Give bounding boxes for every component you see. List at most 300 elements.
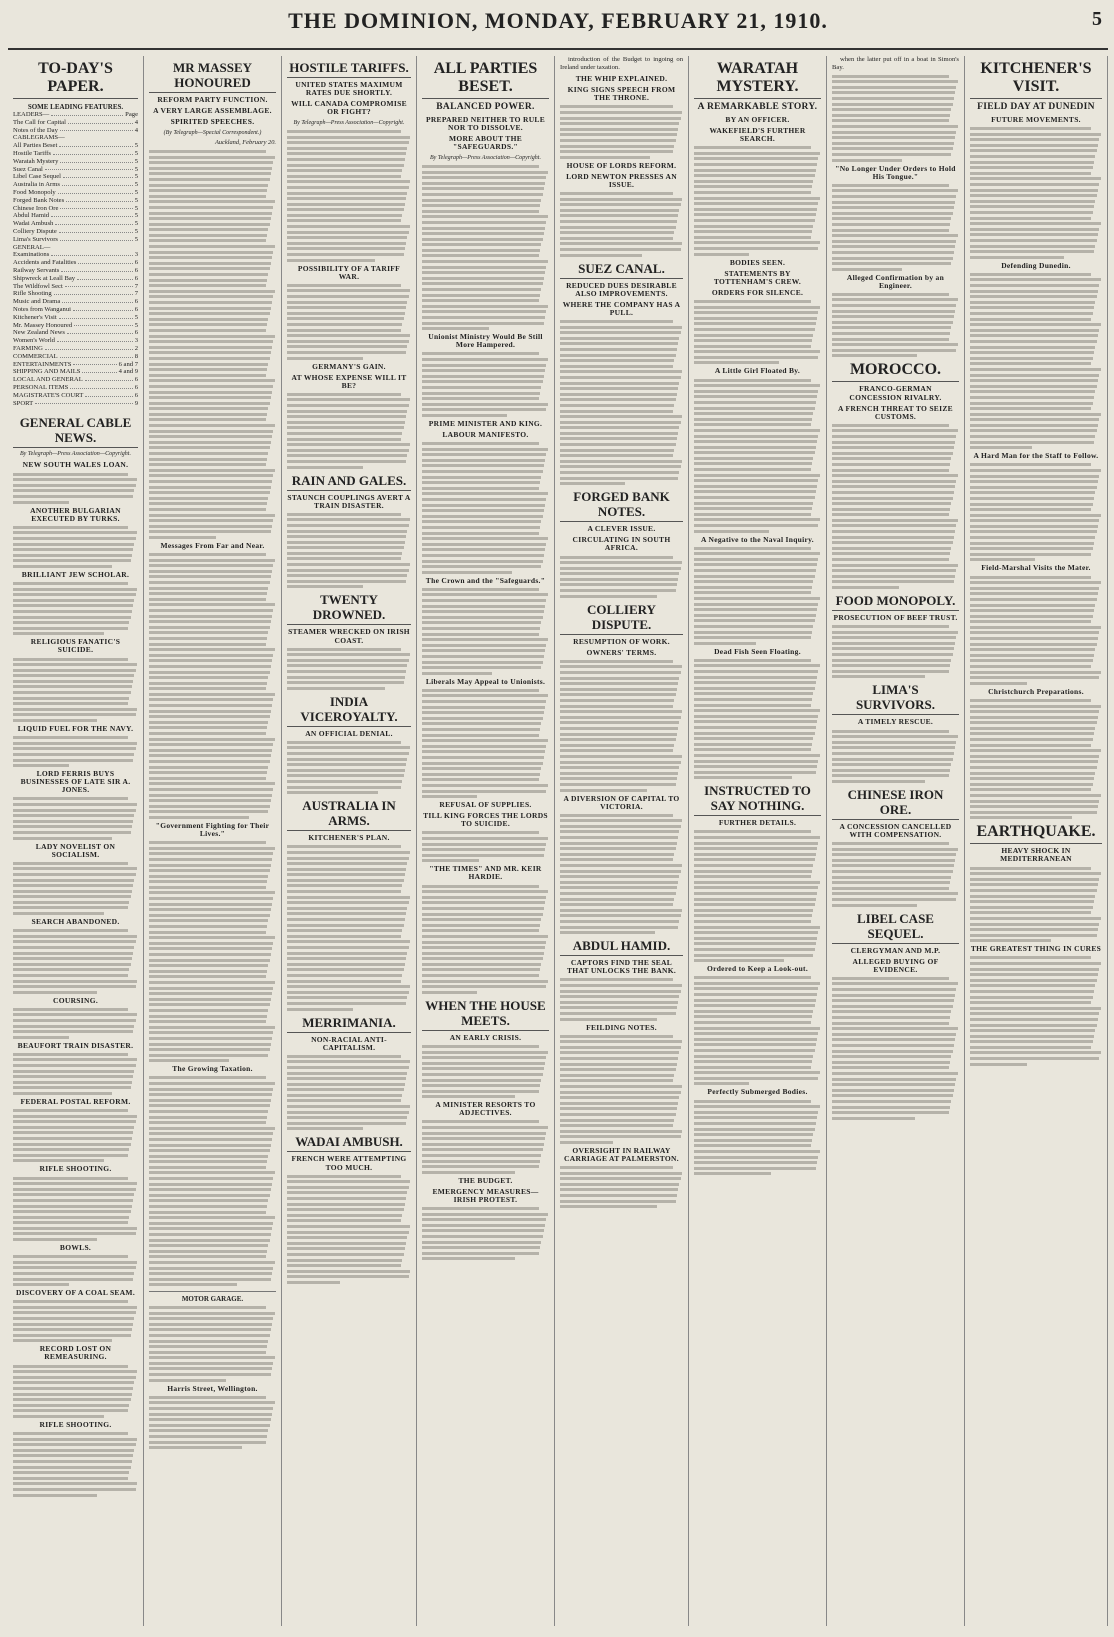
text-line [13,599,134,602]
contents-page: 6 [134,391,138,399]
text-line [149,1272,272,1275]
text-line [970,558,1035,561]
contents-row [13,275,138,283]
text-line [422,470,543,473]
text-line [149,1020,266,1023]
leader-dots [66,197,133,202]
article-subheading: UNITED STATES MAXIMUM RATES DUE SHORTLY. [295,80,403,98]
text-line [422,464,544,467]
article-subheading: "No Longer Under Orders to Hold His Tongue." [835,163,956,181]
text-line [287,769,405,772]
text-line [970,402,1093,405]
text-line [13,658,128,661]
advertisement-text [149,1306,276,1382]
text-line [694,236,811,239]
text-line [694,213,816,216]
text-line [149,418,266,421]
text-line [694,496,815,499]
contents-page: 4 [134,126,138,134]
text-line [694,603,818,606]
contents-label: Forged Bank Notes [13,196,65,204]
text-line [422,655,544,658]
text-line [13,1311,136,1314]
text-line [422,414,507,417]
text-line [560,886,677,889]
text-line [287,141,409,144]
text-line [560,995,679,998]
body-text [13,1300,138,1342]
contents-row [13,283,138,291]
text-line [970,934,1097,937]
text-line [287,1094,402,1097]
text-line [287,1111,409,1114]
text-line [13,1120,136,1123]
text-line [422,957,543,960]
contents-label: Examinations [13,251,50,259]
text-line [422,358,548,361]
contents-label: MAGISTRATE'S COURT [13,391,84,399]
text-line [13,531,137,534]
text-line [970,794,1101,797]
contents-row [13,119,138,127]
text-line [149,805,270,808]
article-subheading: Unionist Ministry Would Be Still More Hampered. [428,332,543,350]
contents-label: LOCAL AND GENERAL [13,376,83,384]
text-line [287,546,404,549]
text-line [832,103,953,106]
text-line [832,497,953,500]
text-line [560,198,682,201]
text-line [422,520,541,523]
text-line [149,1082,275,1085]
text-line [287,1203,405,1206]
text-line [694,474,820,477]
byline: By Telegraph—Press Association—Copyright. [20,451,131,458]
article-subheading: TILL KING FORCES THE LORDS TO SUICIDE. [423,811,548,829]
text-line [287,236,407,239]
text-line [149,1441,266,1444]
text-line [149,880,267,883]
text-line [832,201,955,204]
text-line [970,716,1098,719]
article-heading: LIMA'S SURVIVORS. [832,682,959,715]
text-line [149,559,275,562]
text-line [832,552,950,555]
text-line [560,842,677,845]
text-line [694,485,817,488]
text-line [694,306,820,309]
leader-dots [61,267,132,272]
text-line [560,192,673,195]
text-line [560,226,676,229]
text-line [13,1381,134,1384]
text-line [149,794,272,797]
text-line [422,767,541,770]
text-line [287,1077,406,1080]
text-line [149,279,267,282]
story-heading: COURSING. [53,995,98,1005]
contents-row [13,228,138,236]
text-line [287,569,409,572]
contents-page: 6 and 7 [118,360,138,368]
text-line [149,1026,275,1029]
text-line [560,847,676,850]
text-line [13,582,128,585]
text-line [970,284,1099,287]
text-line [13,1159,104,1162]
text-line [694,361,779,364]
article-subheading: AT WHOSE EXPENSE WILL IT BE? [291,372,407,390]
contents-row [13,150,138,158]
text-line [422,1120,539,1123]
story-heading: FEDERAL POSTAL REFORM. [20,1097,131,1106]
text-line [149,987,273,990]
text-line [694,709,820,712]
text-line [970,295,1097,298]
contents-label: Accidents and Fatalities [13,259,77,267]
story-heading: RIFLE SHOOTING. [39,1164,112,1174]
text-line [832,298,958,301]
story-heading: BEAUFORT TRAIN DISASTER. [17,1040,134,1050]
text-line [287,1127,363,1130]
text-line [832,508,950,511]
text-line [694,1167,816,1170]
text-line [287,421,405,424]
text-line [149,441,271,444]
text-line [694,146,811,149]
text-line [13,1398,131,1401]
text-line [694,720,817,723]
text-line [694,462,812,465]
text-line [422,199,541,202]
text-line [149,1183,272,1186]
leader-dots [78,259,132,264]
text-line [149,864,271,867]
text-line [13,1131,133,1134]
text-line [149,374,266,377]
text-line [560,122,679,125]
contents-row [13,353,138,361]
text-line [560,926,678,929]
text-line [560,595,657,598]
text-line [13,537,136,540]
text-line [149,1194,270,1197]
text-line [149,771,267,774]
text-line [149,891,275,894]
text-line [694,446,816,449]
article-subheading: "Government Fighting for Their Lives." [155,820,270,839]
text-line [149,1127,275,1130]
text-line [149,1009,268,1012]
article-subheading: A Little Girl Floated By. [714,366,801,376]
article-heading: MERRIMANIA. [287,1015,411,1033]
text-line [970,705,1101,708]
story-heading: NEW SOUTH WALES LOAN. [22,460,129,470]
text-line [287,1008,353,1011]
text-line [970,340,1097,343]
text-line [694,208,817,211]
text-line [13,1409,128,1412]
byline: (By Telegraph—Special Correspondent.) [163,130,262,137]
text-line [560,320,673,323]
text-line [287,851,410,854]
text-line [694,423,811,426]
text-line [832,147,953,150]
text-line [422,1160,540,1163]
leader-dots [85,392,132,397]
text-line [694,1082,749,1085]
text-line [287,580,406,583]
text-line [422,1246,540,1249]
text-line [694,311,818,314]
text-line [13,1086,131,1089]
text-line [13,1115,137,1118]
text-line [694,842,818,845]
text-line [13,1137,132,1140]
article-heading: COLLIERY DISPUTE. [560,602,683,635]
text-line [287,454,407,457]
text-line [149,970,267,973]
text-line [149,704,272,707]
text-line [694,937,817,940]
text-line [13,985,136,988]
text-line [13,1193,134,1196]
text-line [694,1027,820,1030]
text-line [287,1242,406,1245]
story-heading: RIFLE SHOOTING. [39,1419,112,1429]
text-line [970,217,1091,220]
text-line [287,317,404,320]
text-line [287,974,402,977]
text-line [13,1370,137,1373]
text-line [832,153,951,156]
text-line [560,326,682,329]
text-line [13,663,137,666]
text-line [13,1064,136,1067]
text-line [149,615,272,618]
contents-row [13,220,138,228]
text-line [13,1494,97,1497]
text-line [287,991,409,994]
article-subheading: OVERSIGHT IN RAILWAY CARRIAGE AT PALMERSTON. [564,1145,679,1163]
text-line [970,699,1091,702]
text-line [832,536,954,539]
text-line [13,957,132,960]
contents-page: 5 [134,228,138,236]
text-line [287,259,375,262]
text-line [287,1259,402,1262]
text-line [149,603,275,606]
text-line [832,541,953,544]
body-text [832,293,959,358]
text-line [970,239,1097,242]
text-line [560,914,681,917]
text-line [694,743,812,746]
text-line [560,410,673,413]
text-line [970,805,1098,808]
text-line [13,814,134,817]
text-line [970,1007,1101,1010]
body-text [149,150,276,539]
body-text [832,75,959,162]
text-line [149,156,275,159]
text-line [970,727,1095,730]
text-line [13,495,133,498]
text-line [832,338,949,341]
text-line [287,907,407,910]
contents-page: 7 [134,290,138,298]
contents-label: Women's World [13,337,55,345]
text-line [832,1083,955,1086]
text-line [694,597,820,600]
text-line [970,1063,1027,1066]
column-waratah [689,56,827,1626]
contents-page: 6 [134,259,138,267]
text-line [560,382,679,385]
text-line [149,721,268,724]
text-line [560,1063,677,1066]
text-line [970,587,1099,590]
text-line [287,242,406,245]
text-line [149,754,271,757]
story-heading: DISCOVERY OF A COAL SEAM. [16,1288,135,1298]
text-line [832,575,955,578]
text-line [832,304,956,307]
text-line [832,86,956,89]
contents-row [13,134,138,142]
contents-row [13,392,138,400]
text-line [149,975,266,978]
text-line [149,424,275,427]
text-line [287,868,406,871]
text-line [149,267,270,270]
text-line [694,225,813,228]
text-line [694,715,818,718]
body-text [287,845,411,1010]
text-line [149,195,266,198]
text-line [832,1005,953,1008]
text-line [694,999,816,1002]
text-line [13,1432,128,1435]
contents-page: 5 [134,196,138,204]
body-text [287,513,411,589]
text-line [422,442,539,445]
text-line [149,363,268,366]
text-line [287,980,401,983]
text-line [287,169,402,172]
text-line [694,322,816,325]
text-line [694,345,811,348]
text-line [13,680,133,683]
text-line [149,1379,226,1382]
contents-page: 5 [134,173,138,181]
text-line [149,998,271,1001]
contents-page: 5 [134,220,138,228]
text-line [149,1132,273,1135]
text-line [832,424,949,427]
text-line [149,223,270,226]
article-heading: ABDUL HAMID. [560,938,683,956]
text-line [560,145,674,148]
text-line [149,497,268,500]
text-line [13,669,136,672]
text-line [560,128,678,131]
text-line [970,620,1091,623]
story-heading: LIQUID FUEL FOR THE NAVY. [17,724,134,734]
text-line [832,859,955,862]
body-text [832,625,959,678]
article-heading: ALL PARTIES BESET. [422,60,549,99]
contents-page: 6 [134,306,138,314]
text-line [287,301,407,304]
text-line [970,351,1094,354]
text-line [422,1045,539,1048]
text-line [832,446,954,449]
text-line [13,1221,128,1224]
text-line [970,788,1091,791]
text-line [560,133,677,136]
text-line [149,1233,271,1236]
text-line [832,659,951,662]
text-line [149,368,267,371]
article-subheading: SPIRITED SPEECHES. [170,117,255,127]
text-line [970,1046,1091,1049]
article-subheading: A TIMELY RESCUE. [857,717,934,727]
contents-label: Notes of the Day [13,126,58,134]
text-line [149,379,275,382]
text-line [694,518,820,521]
text-line [832,332,950,335]
text-line [149,1037,272,1040]
article-heading: LIBEL CASE SEQUEL. [832,911,959,944]
text-line [13,884,133,887]
contents-page: 5 [134,212,138,220]
text-line [149,1267,273,1270]
text-line [560,858,673,861]
text-line [422,790,546,793]
text-line [694,1043,816,1046]
text-line [970,772,1095,775]
story-heading: RECORD LOST ON REMEASURING. [39,1344,112,1362]
text-line [970,189,1098,192]
article-subheading: WILL CANADA COMPROMISE OR FIGHT? [291,99,407,117]
text-line [560,721,679,724]
text-line [149,799,271,802]
text-line [694,412,813,415]
article-heading: CHINESE IRON ORE. [832,787,959,820]
contents-row [13,322,138,330]
body-text [560,192,683,257]
text-line [832,441,955,444]
text-line [287,957,406,960]
contents-page: 5 [134,165,138,173]
text-line [13,559,131,562]
text-line [560,254,642,257]
text-line [560,819,682,822]
text-line [149,536,216,539]
text-line [970,503,1093,506]
text-line [13,1188,136,1191]
text-line [560,789,647,792]
text-line [13,627,128,630]
text-line [287,687,385,690]
text-line [694,300,811,303]
byline: By Telegraph—Press Association—Copyright. [293,120,405,127]
page-number: 5 [1092,8,1102,30]
text-line [149,919,268,922]
body-text [13,658,138,723]
leader-dots [70,384,132,389]
